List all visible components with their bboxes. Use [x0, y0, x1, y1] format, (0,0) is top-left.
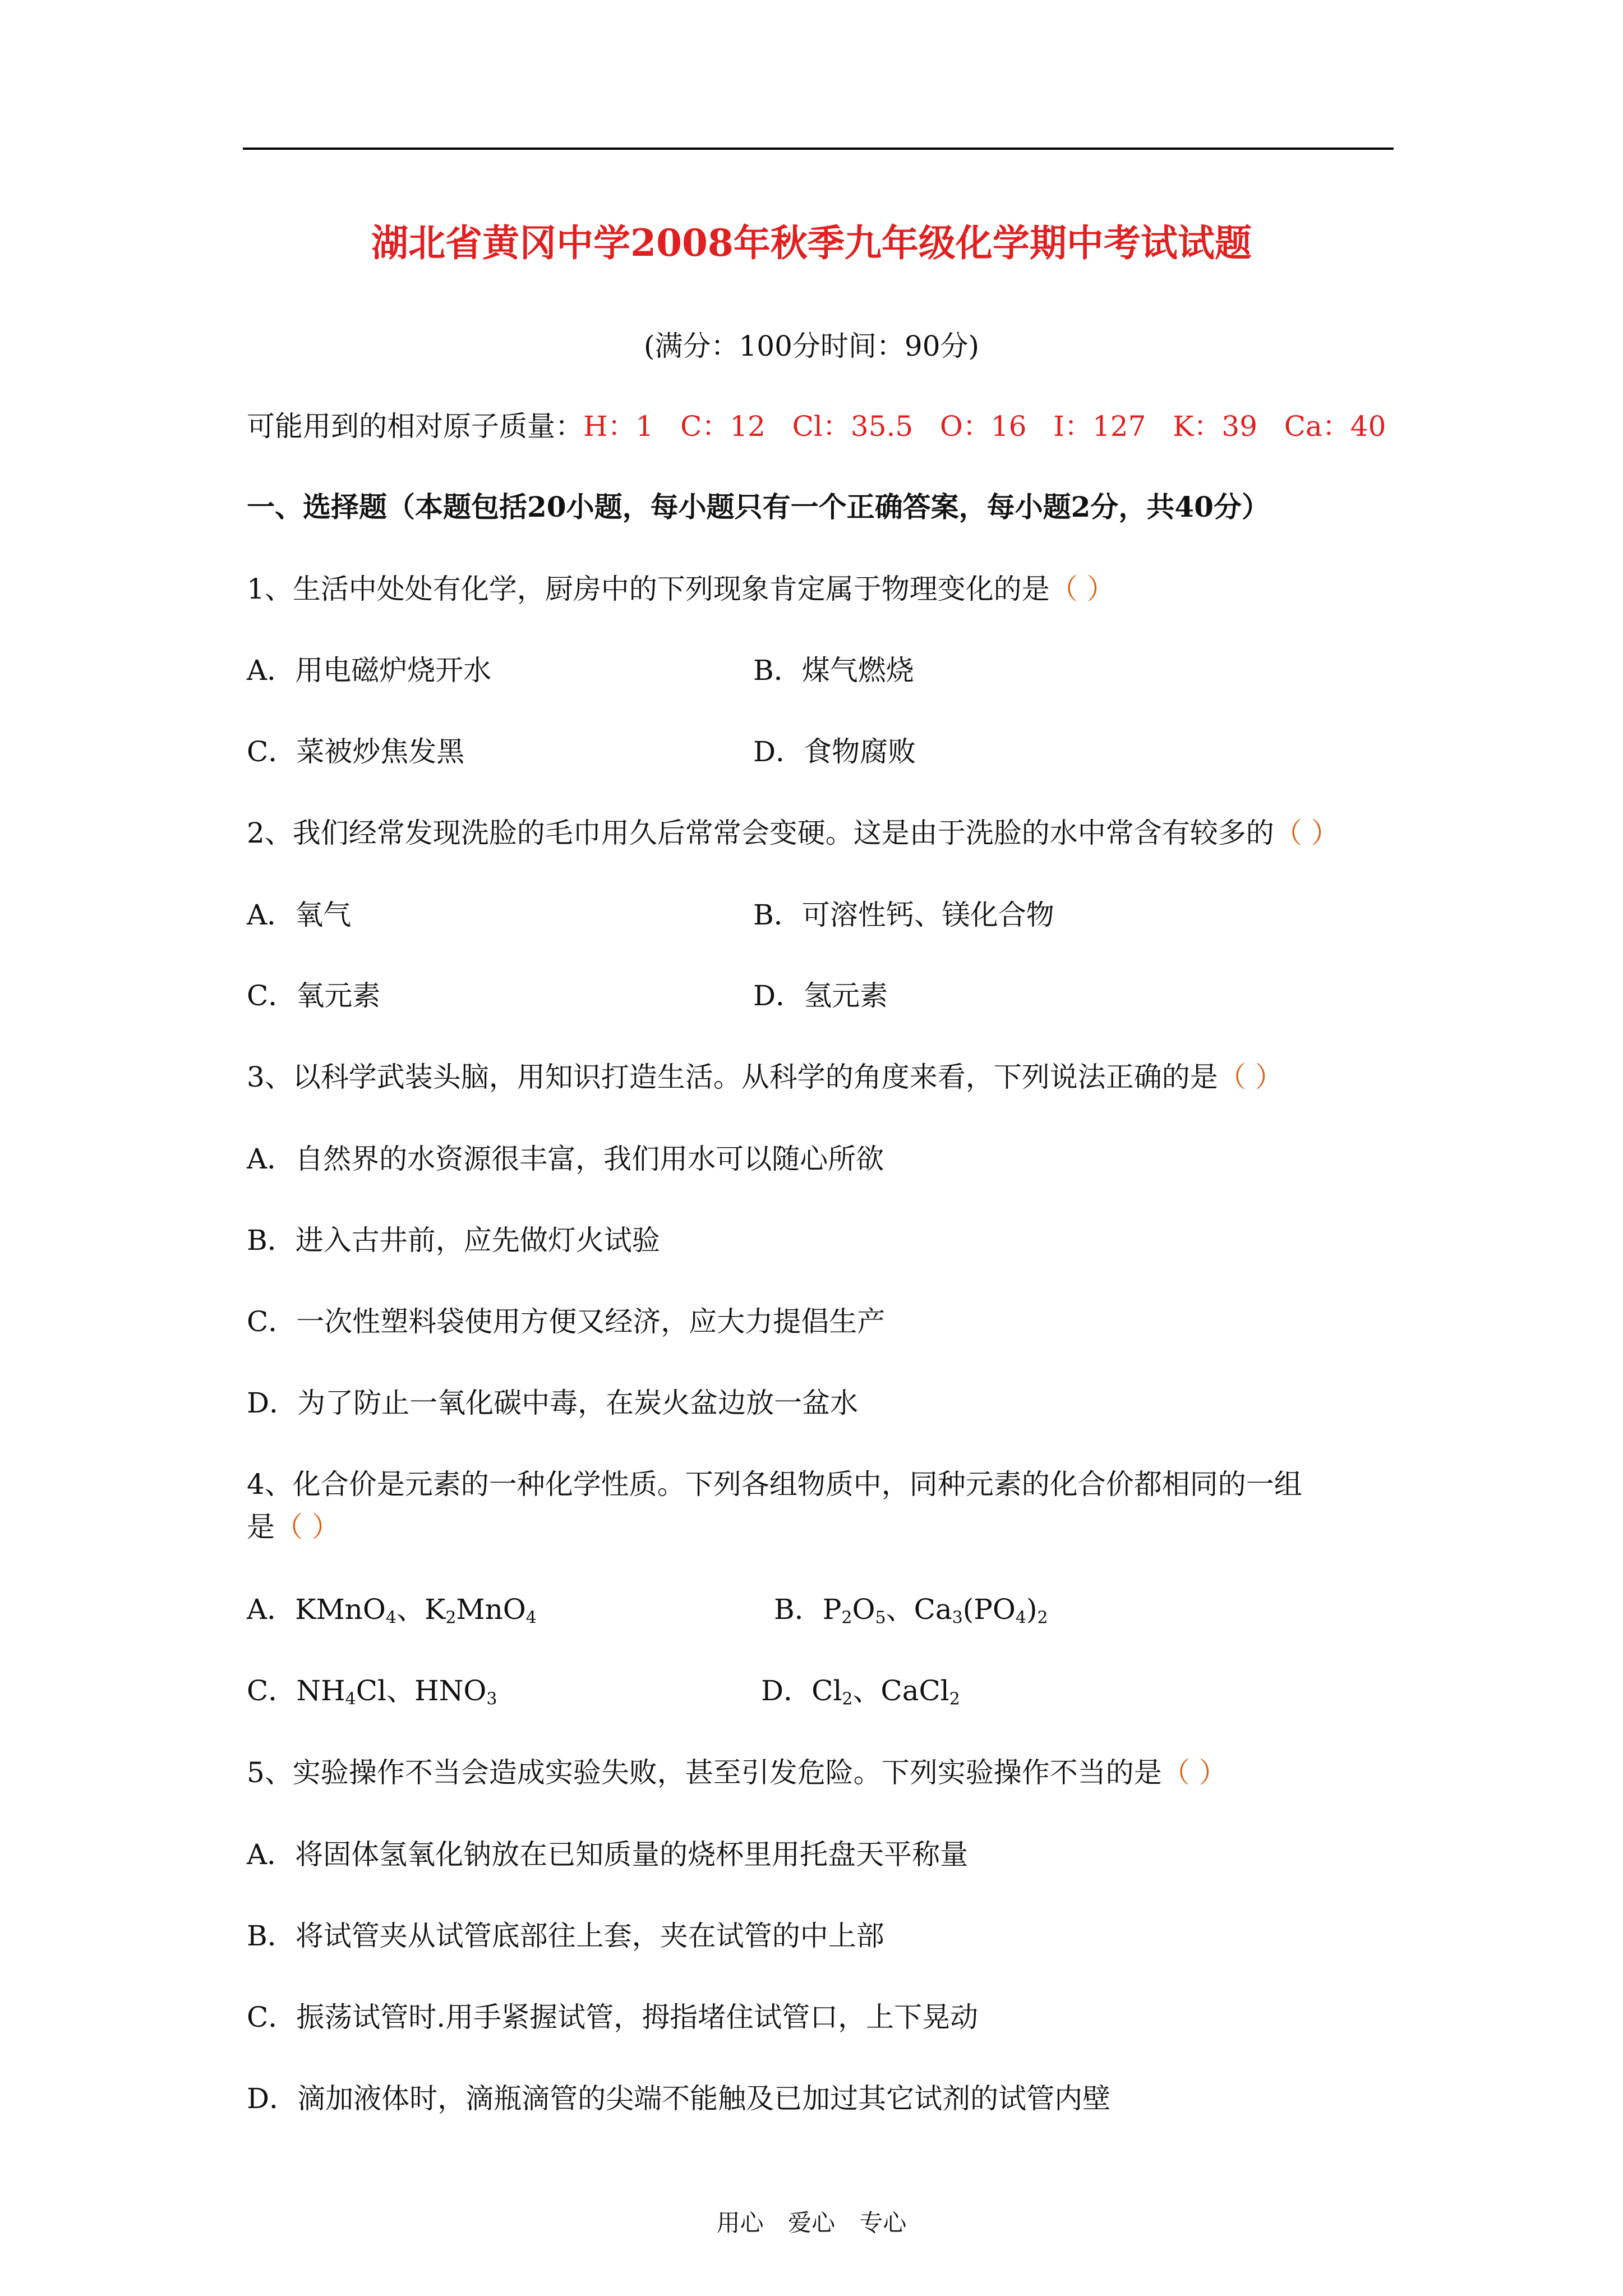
option-3b: B．进入古井前，应先做灯火试验 — [247, 1224, 660, 1257]
question-1-stem — [247, 565, 1115, 613]
option-5c: C．振荡试管时.用手紧握试管，拇指堵住试管口，上下晃动 — [247, 2001, 979, 2033]
answer-paren: （ ） — [1274, 817, 1339, 849]
option-1b: B．煤气燃烧 — [753, 654, 914, 687]
option-4a: A．KMnO$_4$、$K_2MnO_4$ — [247, 1593, 537, 1628]
question-2-text: 2、我们经常发现洗脸的毛巾用久后常常会变硬。这是由于洗脸的水中常含有较多的 — [247, 817, 1274, 849]
option-1d: D．食物腐败 — [753, 735, 916, 768]
section-heading: 一、选择题（本题包括20小题，每小题只有一个正确答案，每小题2分，共40分） — [247, 490, 1270, 523]
answer-paren: （ ） — [1161, 1756, 1227, 1789]
exam-info: (满分：100分时间：90分) — [643, 330, 980, 362]
question-3-text: 3、以科学武装头脑，用知识打造生活。从科学的角度来看，下列说法正确的是 — [247, 1061, 1218, 1093]
question-4-text-end: 是 — [247, 1511, 275, 1543]
option-5b: B．将试管夹从试管底部往上套，夹在试管的中上部 — [247, 1920, 884, 1952]
question-5-text: 5、实验操作不当会造成实验失败，甚至引发危险。下列实验操作不当的是 — [247, 1756, 1162, 1789]
atomic-mass-values: H：1 C：12 Cl：35.5 O：16 I：127 K：39 Ca：40 — [583, 410, 1386, 443]
page-footer: 用心 爱心 专心 — [716, 2209, 907, 2237]
question-1-text: 1、生活中处处有化学，厨房中的下列现象肯定属于物理变化的是 — [247, 573, 1050, 605]
option-1a: A．用电磁炉烧开水 — [247, 654, 492, 687]
option-2b: B．可溶性钙、镁化合物 — [753, 899, 1054, 931]
option-4c: C．$NH_4Cl$、$HNO_3$ — [247, 1674, 497, 1709]
atomic-mass-label: 可能用到的相对原子质量： — [247, 410, 583, 443]
question-5-stem — [247, 1749, 1227, 1796]
option-4b: B．$P_2O_5$、$Ca_3(PO_4)_2$ — [774, 1593, 1048, 1628]
answer-paren: （ ） — [1218, 1061, 1283, 1093]
option-2c: C．氧元素 — [247, 979, 381, 1012]
header-rule — [243, 148, 1394, 150]
option-4d: D．$Cl_2$、CaCl$_2$ — [761, 1674, 960, 1709]
option-3d: D．为了防止一氧化碳中毒，在炭火盆边放一盆水 — [247, 1387, 859, 1419]
question-3-stem — [247, 1053, 1283, 1101]
answer-paren: （ ） — [1049, 573, 1115, 605]
option-2d: D．氢元素 — [753, 979, 888, 1012]
page-title: 湖北省黄冈中学2008年秋季九年级化学期中考试试题 — [371, 221, 1252, 265]
option-3a: A．自然界的水资源很丰富，我们用水可以随心所欲 — [247, 1143, 884, 1175]
option-1c: C．菜被炒焦发黑 — [247, 735, 465, 768]
atomic-mass-line — [247, 403, 1386, 450]
question-2-stem — [247, 809, 1339, 857]
question-4-stem-line2 — [247, 1503, 340, 1550]
option-2a: A．氧气 — [247, 899, 352, 931]
option-3c: C．一次性塑料袋使用方便又经济，应大力提倡生产 — [247, 1305, 886, 1338]
answer-paren: （ ） — [275, 1511, 340, 1543]
option-5d: D．滴加液体时，滴瓶滴管的尖端不能触及已加过其它试剂的试管内壁 — [247, 2082, 1111, 2115]
question-4-stem-line1: 4、化合价是元素的一种化学性质。下列各组物质中，同种元素的化合价都相同的一组 — [247, 1468, 1302, 1501]
option-5a: A．将固体氢氧化钠放在已知质量的烧杯里用托盘天平称量 — [247, 1838, 969, 1871]
